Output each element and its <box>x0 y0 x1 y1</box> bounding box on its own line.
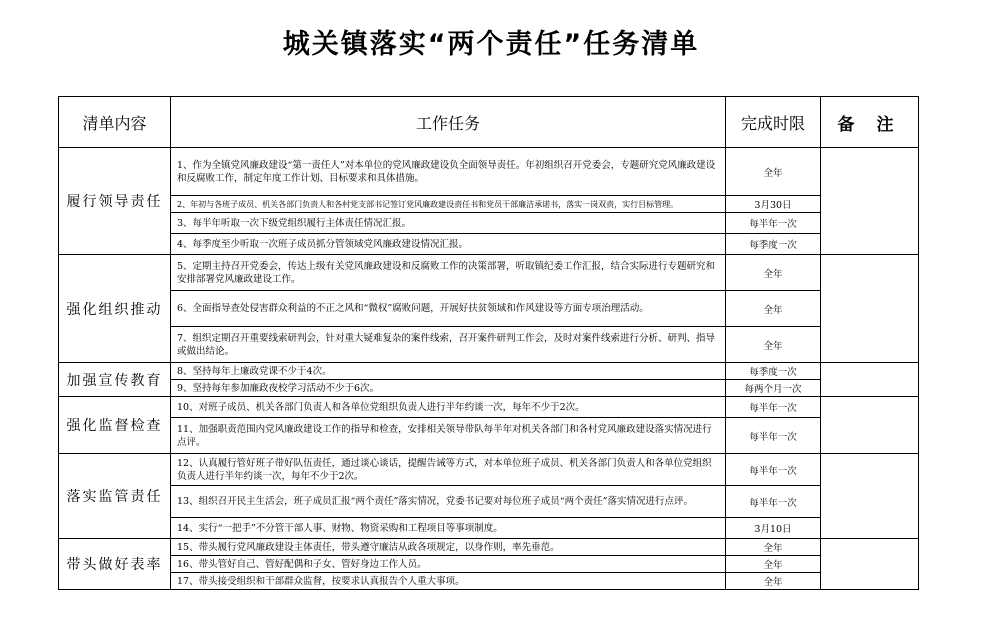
task-cell: 16、带头管好自己、管好配偶和子女、管好身边工作人员。 <box>171 556 726 573</box>
table-row <box>59 380 919 397</box>
category-cell: 带头做好表率 <box>59 539 171 590</box>
deadline-cell: 每半年一次 <box>726 486 821 518</box>
task-cell: 4、每季度至少听取一次班子成员抓分管领域党风廉政建设情况汇报。 <box>171 234 726 255</box>
deadline-cell: 全年 <box>726 291 821 327</box>
task-cell: 3、每半年听取一次下级党组织履行主体责任情况汇报。 <box>171 213 726 234</box>
category-cell: 加强宣传教育 <box>59 363 171 397</box>
table-row <box>59 213 919 234</box>
task-cell: 6、全面指导查处侵害群众利益的不正之风和“微权”腐败问题，开展好扶贫领域和作风建设等方面专项治理活动。 <box>171 291 726 327</box>
note-cell <box>821 539 919 590</box>
deadline-cell: 全年 <box>726 573 821 590</box>
table-row <box>59 556 919 573</box>
table-row <box>59 255 919 291</box>
table-row <box>59 539 919 556</box>
task-cell: 1、作为全镇党风廉政建设“第一责任人”对本单位的党风廉政建设负全面领导责任。年初组织召开党委会，专题研究党风廉政建设和反腐败工作，制定年度工作计划、目标要求和具体措施。 <box>171 148 726 196</box>
header-category: 清单内容 <box>59 97 171 148</box>
category-cell: 强化组织推动 <box>59 255 171 363</box>
deadline-cell: 每半年一次 <box>726 454 821 486</box>
task-cell: 5、定期主持召开党委会，传达上级有关党风廉政建设和反腐败工作的决策部署，听取镇纪委工作汇报，结合实际进行专题研究和安排部署党风廉政建设工作。 <box>171 255 726 291</box>
table-row <box>59 363 919 380</box>
header-note: 备 注 <box>821 97 919 148</box>
deadline-cell: 每季度一次 <box>726 234 821 255</box>
table-row <box>59 418 919 454</box>
table-row <box>59 518 919 539</box>
category-cell: 落实监管责任 <box>59 454 171 539</box>
note-cell <box>821 255 919 363</box>
note-cell <box>821 363 919 397</box>
category-cell: 强化监督检查 <box>59 397 171 454</box>
task-cell: 9、坚持每年参加廉政夜校学习活动不少于6次。 <box>171 380 726 397</box>
table-row <box>59 573 919 590</box>
deadline-cell: 3月10日 <box>726 518 821 539</box>
table-row <box>59 397 919 418</box>
deadline-cell: 3月30日 <box>726 196 821 213</box>
deadline-cell: 每半年一次 <box>726 213 821 234</box>
deadline-cell: 全年 <box>726 327 821 363</box>
task-cell: 10、对班子成员、机关各部门负责人和各单位党组织负责人进行半年约谈一次，每年不少于2次。 <box>171 397 726 418</box>
task-cell: 15、带头履行党风廉政建设主体责任，带头遵守廉洁从政各项规定，以身作则，率先垂范。 <box>171 539 726 556</box>
task-cell: 12、认真履行管好班子带好队伍责任，通过谈心谈话，提醒告诫等方式，对本单位班子成员、机关各部门负责人和各单位党组织负责人进行半年约谈一次，每年不少于2次。 <box>171 454 726 486</box>
task-list-table <box>58 96 919 590</box>
table-row <box>59 486 919 518</box>
note-cell <box>821 148 919 255</box>
task-cell: 2、年初与各班子成员、机关各部门负责人和各村党支部书记签订党风廉政建设责任书和党员干部廉洁承诺书，落实一岗双责，实行目标管理。 <box>171 196 726 213</box>
deadline-cell: 每半年一次 <box>726 397 821 418</box>
deadline-cell: 全年 <box>726 148 821 196</box>
note-cell <box>821 454 919 539</box>
deadline-cell: 全年 <box>726 556 821 573</box>
deadline-cell: 每半年一次 <box>726 418 821 454</box>
deadline-cell: 每两个月一次 <box>726 380 821 397</box>
task-cell: 7、组织定期召开重要线索研判会，针对重大疑难复杂的案件线索，召开案件研判工作会，及时对案件线索进行分析、研判、指导或做出结论。 <box>171 327 726 363</box>
task-cell: 8、坚持每年上廉政党课不少于4次。 <box>171 363 726 380</box>
task-cell: 17、带头接受组织和干部群众监督，按要求认真报告个人重大事项。 <box>171 573 726 590</box>
table-row <box>59 454 919 486</box>
deadline-cell: 全年 <box>726 539 821 556</box>
note-cell <box>821 397 919 454</box>
table-row <box>59 291 919 327</box>
header-task: 工作任务 <box>171 97 726 148</box>
table-row <box>59 234 919 255</box>
task-cell: 11、加强职责范围内党风廉政建设工作的指导和检查，安排相关领导带队每半年对机关各部门和各村党风廉政建设落实情况进行点评。 <box>171 418 726 454</box>
table-row <box>59 148 919 196</box>
header-deadline: 完成时限 <box>726 97 821 148</box>
deadline-cell: 全年 <box>726 255 821 291</box>
task-cell: 14、实行“一把手”不分管干部人事、财物、物资采购和工程项目等事项制度。 <box>171 518 726 539</box>
table-row <box>59 196 919 213</box>
page-title: 城关镇落实“两个责任”任务清单 <box>282 29 700 60</box>
table-header-row <box>59 97 919 148</box>
category-cell: 履行领导责任 <box>59 148 171 255</box>
task-cell: 13、组织召开民主生活会，班子成员汇报“两个责任”落实情况，党委书记要对每位班子成员“两个责任”落实情况进行点评。 <box>171 486 726 518</box>
deadline-cell: 每季度一次 <box>726 363 821 380</box>
table-row <box>59 327 919 363</box>
